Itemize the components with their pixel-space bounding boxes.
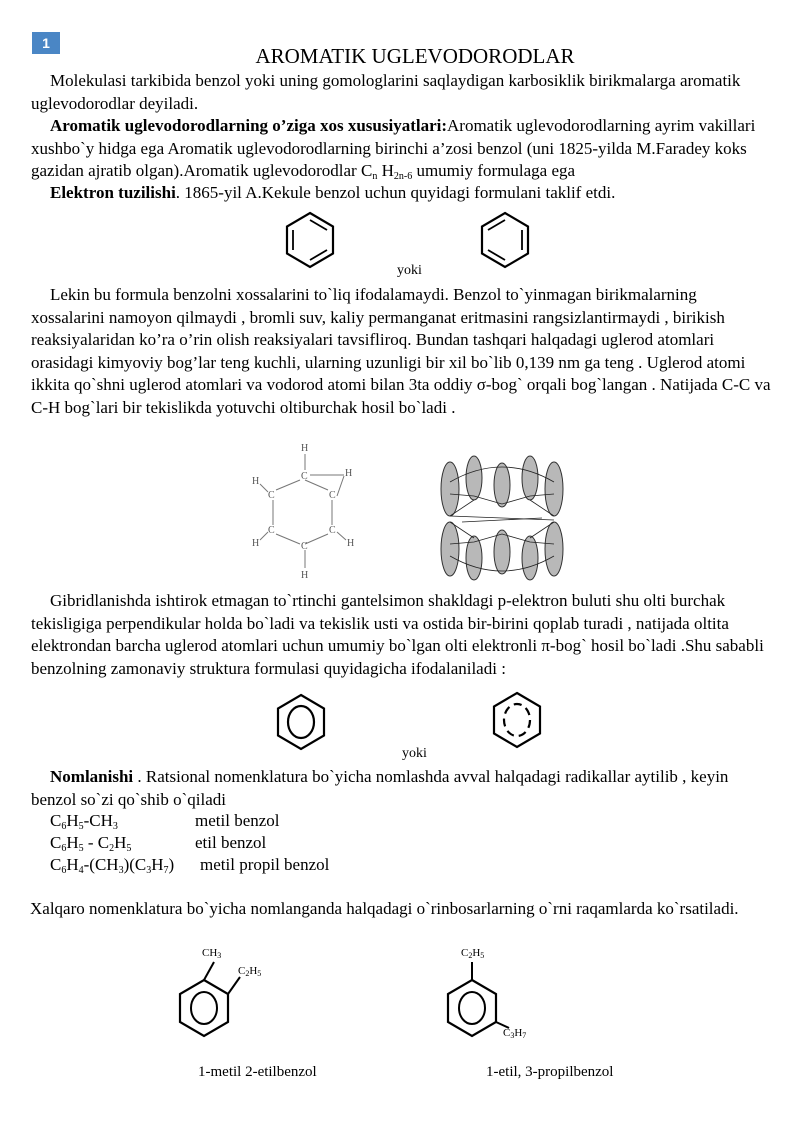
atom-label: C [268,525,275,536]
atom-label: C [329,490,336,501]
atom-label: C [301,541,308,552]
name-methylpropylbenzene: metil propil benzol [200,855,330,874]
formula-methylbenzene: $C_6H_5-CH_3$ [50,811,118,832]
paragraph-pi-bond: Gibridlanishda ishtirok etmagan to`rtinchi gantelsimon shakldagi p-elektron buluti shu olti burchak tekisligiga perpendikular holda bo`ladi va tekislik usti va ostida bir-birini qoplab turadi , natijada oltita elektrondan barcha uglerod atomlari uchun umumiy bo`lgan olti elektronli π-bog` hosil bo`ladi .Shu sababli benzolning zamonaviy struktura formulasi quyidagicha ifodalaniladi : [31,591,764,678]
naming-heading: Nomlanishi [50,767,134,786]
paragraph-naming [31,766,771,811]
paragraph-iupac: Xalqaro nomenklatura bo`yicha nomlanganda halqadagi o`rinbosarlarning o`rni raqamlarda ko`rsatiladi. [30,899,739,918]
kekule-structure-1 [282,210,338,270]
page-title: AROMATIK UGLEVODORODLAR [255,44,575,68]
modern-benzene-dashed [489,690,545,750]
paragraph-electron-structure [31,182,771,205]
name-ethylbenzene: etil benzol [195,833,267,852]
modern-benzene-circle [273,692,329,752]
substituent-c2h5-label: C2H5 [238,965,262,978]
p-orbital-overlap-diagram [432,452,572,586]
formula-ethylbenzene: $C_6H_5 - C_2H_5$ [50,833,132,854]
caption-or-1: yoki [397,263,422,278]
general-formula: $C_n$ $H_{2n-6}$ [360,161,413,182]
electron-text: . 1865-yil A.Kekule benzol uchun quyidagi formulani taklif etdi. [175,183,616,202]
atom-label: H [301,443,309,454]
properties-text: Aromatik uglevodorodlarning ayrim vakillari xushbo`y hidga ega Aromatik uglevodorodlarning birinchi a’zosi benzol (uni 1825-yilda M.Faradey koks gazidan ajratib olgan).Aromatik uglevodorodlar [31,116,756,180]
atom-label: C [268,490,275,501]
caption-methyl-ethylbenzene: 1-metil 2-etilbenzol [198,1064,317,1080]
substituent-c3h7-label: C3H7 [503,1027,527,1040]
substituent-c2h5-label: C2H5 [461,947,485,960]
page-number-badge: 1 [32,32,60,54]
kekule-structure-2 [477,210,533,270]
paragraph-limitations: Lekin bu formula benzolni xossalarini to`liq ifodalamaydi. Benzol to`yinmagan birikmalarning xossalarini namoyon qilmaydi , bromli suv, kaliy permanganat eritmasini rangsizlantirmaydi , birikish reaksiyalaridan ko’ra o’rin olish reaksiyalari tavsifliroq. Bundan tashqari halqadagi uglerod atomlari orasidagi kimyoviy bog’lar teng kuchli, ularning uzunligi bir xil bo`lib 0,139 nm ga teng . Uglerod atomi ikkita qo`shni uglerod atomlari va vodorod atomi bilan 3ta oddiy σ-bog` orqali bog`langan . Natijada C-C va C-H bog`lari bir tekislikda yotuvchi oltiburchak hosil bo`ladi . [31,285,771,417]
paragraph-properties [31,115,771,183]
properties-tail: umumiy formulaga ega [412,161,576,180]
atom-label: C [301,471,308,482]
atom-label: H [301,570,309,581]
caption-ethyl-propylbenzene: 1-etil, 3-propilbenzol [486,1064,614,1080]
electron-heading: Elektron tuzilishi [50,183,176,202]
name-methylbenzene: metil benzol [195,811,280,830]
naming-text: . Ratsional nomenklatura bo`yicha nomlashda avval halqadagi radikallar aytilib , keyin benzol so`zi qo`shib o`qiladi [31,767,729,809]
benzene-atomic-structure [248,440,363,582]
substituent-ch3-label: CH3 [202,947,222,960]
atom-label: H [252,476,260,487]
structure-methyl-ethylbenzene [170,942,280,1047]
formula-methylpropylbenzene: $C_6H_4-(CH_3)(C_3H_7)$ [50,855,175,876]
atom-label: H [347,538,355,549]
properties-heading: Aromatik uglevodorodlarning o’ziga xos xususiyatlari: [50,116,448,135]
atom-label: H [252,538,260,549]
structure-ethyl-propylbenzene [435,942,545,1047]
atom-label: H [345,468,353,479]
paragraph-definition: Molekulasi tarkibida benzol yoki uning gomologlarini saqlaydigan karbosiklik birikmalarga aromatik uglevodorodlar deyiladi. [31,71,741,113]
caption-or-2: yoki [402,746,427,761]
atom-label: C [329,525,336,536]
